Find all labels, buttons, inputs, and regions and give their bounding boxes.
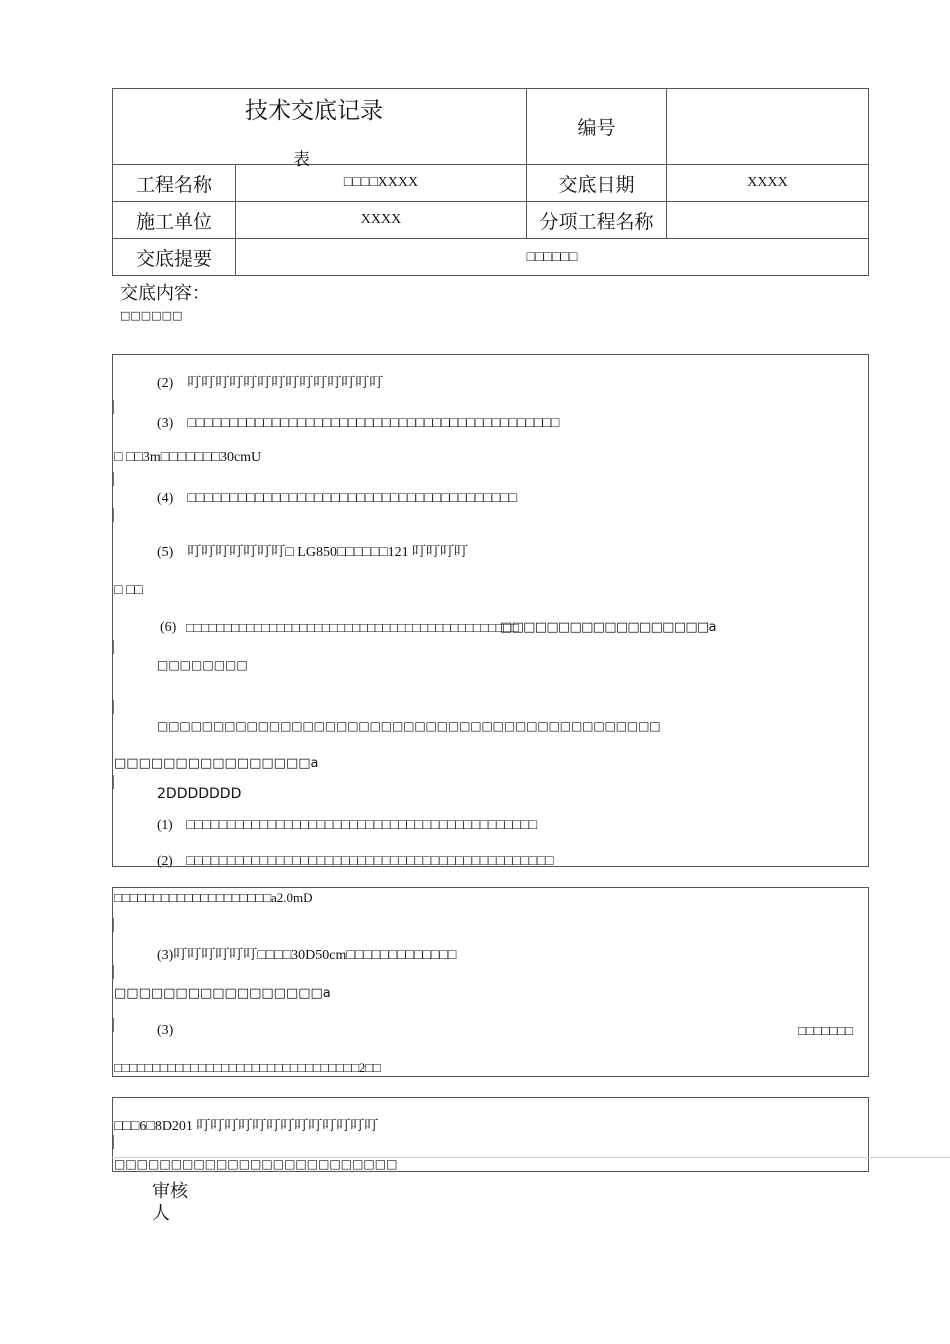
content-line: □□□□□□□□□□□□□□□□□□a (500, 620, 716, 635)
contractor-label: 施工单位 (135, 210, 212, 233)
content-line: □□□□□□□□ (157, 658, 248, 672)
margin-tick (113, 1018, 114, 1032)
margin-tick (113, 918, 114, 932)
margin-tick (113, 700, 114, 714)
content-line: □□□□□□□□□□□□□□□□□□□□□□□□□□□□□□□□□□□□□□□□□□□□ (186, 620, 519, 635)
content-line: (3)叮叮叮叮叮叮□□□□30D50cm□□□□□□□□□□□□□ (157, 948, 457, 963)
contractor-value: XXXX (360, 212, 402, 227)
content-line: (4) □□□□□□□□□□□□□□□□□□□□□□□□□□□□□□□□□□□□□□□ (157, 491, 518, 506)
content-line: □□□□□□□□□□□□□□□□□□□□□□□□□□□□□□□□2□□ (114, 1060, 381, 1075)
reviewer-label-suffix: 人 (152, 1203, 170, 1224)
content-line: (5) 叮叮叮叮叮叮叮□ LG850□□□□□□121 叮叮叮叮 (157, 545, 469, 560)
reviewer-label: 审核 (152, 1181, 188, 1202)
summary-label: 交底提要 (135, 248, 212, 270)
form-title: 技术交底记录 (245, 98, 383, 124)
content-line: □ □□ (114, 583, 143, 598)
content-intro: □□□□□□ (120, 309, 183, 322)
date-value: XXXX (747, 175, 788, 190)
summary-value: □□□□□□ (526, 249, 578, 265)
date-label: 交底日期 (558, 173, 635, 196)
content-line: (3) (157, 1023, 174, 1038)
content-line: □□□□□□□□□□□□□□□□□a (114, 986, 331, 1001)
project-name-label: 工程名称 (135, 173, 212, 196)
margin-tick (113, 965, 114, 979)
content-line: □□□□□□□□□□□□□□□□□□□□□□□□□□□□□□□□□□□□□□□□□□□□□ (157, 719, 661, 733)
content-section-2 (112, 887, 869, 1077)
content-line: (1) □□□□□□□□□□□□□□□□□□□□□□□□□□□□□□□□□□□□□□□□□□□ (157, 818, 537, 833)
margin-tick (113, 508, 114, 522)
content-line: □□□□□□□ (798, 1023, 853, 1038)
margin-tick (113, 472, 114, 486)
subitem-label: 分项工程名称 (539, 210, 654, 233)
number-label: 编号 (577, 117, 616, 139)
margin-tick (113, 775, 114, 789)
subitem-value (667, 202, 868, 238)
margin-tick (113, 1135, 114, 1149)
margin-tick (113, 400, 114, 414)
number-value (667, 89, 868, 164)
content-line: (2) 叮叮叮叮叮叮叮叮叮叮叮叮叮叮 (157, 376, 384, 391)
content-line: □□□□□□□□□□□□□□□□□□□□a2.0mD (114, 890, 313, 905)
form-title-suffix: 表 (293, 150, 310, 170)
content-line: □□□6□8D201 叮叮叮叮叮叮叮叮叮叮叮叮叮 (114, 1119, 379, 1134)
content-line: (6) (160, 620, 177, 635)
project-name-value: □□□□XXXX (343, 175, 419, 190)
content-line: □ □□3m□□□□□□□30cmU (114, 450, 262, 465)
content-line: (2) □□□□□□□□□□□□□□□□□□□□□□□□□□□□□□□□□□□□□□□□□□□□□ (157, 854, 554, 869)
content-subheading: 2DDDDDDD (157, 786, 242, 802)
content-line: □□□□□□□□□□□□□□□□a (114, 756, 319, 771)
content-heading: 交底内容： (120, 283, 210, 304)
content-line: □□□□□□□□□□□□□□□□□□□□□□□□□ (114, 1157, 398, 1171)
margin-tick (113, 640, 114, 654)
content-line: (3) □□□□□□□□□□□□□□□□□□□□□□□□□□□□□□□□□□□□□□□□□□□□ (157, 416, 560, 431)
